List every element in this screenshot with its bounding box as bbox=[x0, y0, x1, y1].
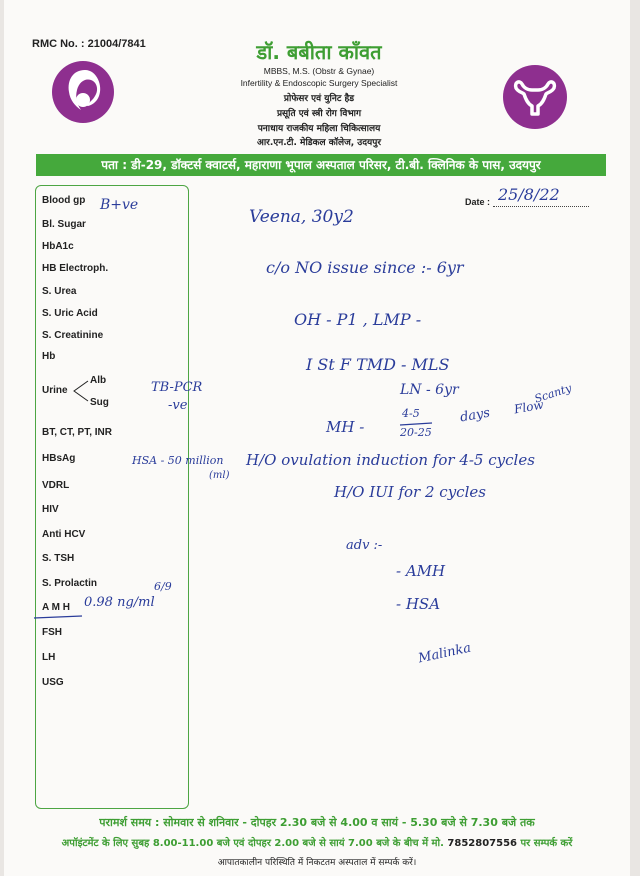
hw-advice-amh: - AMH bbox=[396, 562, 446, 580]
hw-amh-date: 6/9 bbox=[154, 580, 172, 593]
hw-days: days bbox=[458, 405, 492, 426]
hw-blood-group: B+ve bbox=[100, 197, 139, 213]
test-urine-sug: Sug bbox=[90, 397, 109, 408]
test-bl-sugar: Bl. Sugar bbox=[42, 219, 86, 230]
prescription-page bbox=[4, 0, 630, 876]
hw-ovulation-induction: H/O ovulation induction for 4-5 cycles bbox=[246, 451, 535, 469]
rmc-number: RMC No. : 21004/7841 bbox=[32, 38, 146, 50]
consult-label: परामर्श समय : bbox=[99, 816, 160, 829]
test-s-tsh: S. TSH bbox=[42, 553, 75, 564]
hw-obstetric-history: OH - P1 , LMP - bbox=[294, 310, 422, 329]
hw-scanty: Scanty bbox=[532, 381, 574, 406]
hw-signature: Malinka bbox=[417, 640, 473, 667]
pen-strokes bbox=[4, 0, 630, 876]
hw-complaint: c/o NO issue since :- 6yr bbox=[266, 258, 464, 277]
hw-advice: adv :- bbox=[346, 538, 383, 553]
test-s-creatinine: S. Creatinine bbox=[42, 330, 104, 341]
hw-advice-hsa: - HSA bbox=[396, 595, 441, 613]
doctor-name: डॉ. बबीता काँवत bbox=[256, 40, 382, 64]
doctor-specialty: Infertility & Endoscopic Surgery Specialist bbox=[240, 78, 398, 88]
test-amh: A M H bbox=[42, 602, 70, 613]
college-name: आर.एन.टी. मेडिकल कॉलेज, उदयपुर bbox=[256, 138, 382, 148]
test-s-urea: S. Urea bbox=[42, 286, 77, 297]
hw-date: 25/8/22 bbox=[498, 185, 560, 204]
test-usg: USG bbox=[42, 677, 64, 688]
hw-mh-numerator: 4-5 bbox=[402, 407, 420, 420]
test-fsh: FSH bbox=[42, 627, 62, 638]
hw-hsa: HSA - 50 million bbox=[132, 454, 224, 467]
test-vdrl: VDRL bbox=[42, 480, 70, 491]
hw-hsa-unit: (ml) bbox=[209, 470, 230, 481]
address-bar: पता : डी-29, डॉक्टर्स क्वाटर्स, महाराणा भूपाल अस्पताल परिसर, टी.बी. क्लिनिक के पास, उदयपुर bbox=[36, 154, 606, 176]
test-hiv: HIV bbox=[42, 504, 59, 515]
hw-iui: H/O IUI for 2 cycles bbox=[334, 483, 486, 501]
doctor-title: प्रोफेसर एवं युनिट हैड bbox=[283, 94, 355, 104]
contact-text: पर सम्पर्क करें bbox=[520, 838, 573, 849]
test-urine: Urine bbox=[42, 385, 68, 396]
test-hb: Hb bbox=[42, 351, 56, 362]
date-label: Date : bbox=[465, 197, 491, 207]
hw-mh-prefix: MH - bbox=[326, 418, 365, 436]
hw-tmd: I St F TMD - MLS bbox=[306, 355, 450, 374]
test-s-uric-acid: S. Uric Acid bbox=[42, 308, 98, 319]
hw-patient: Veena, 30y2 bbox=[249, 207, 354, 227]
test-hba1c: HbA1c bbox=[42, 241, 74, 252]
test-s-prolactin: S. Prolactin bbox=[42, 578, 98, 589]
consultation-time bbox=[4, 815, 630, 830]
department: प्रसूति एवं स्त्री रोग विभाग bbox=[276, 109, 362, 119]
hw-flow: Flow bbox=[513, 397, 545, 417]
hospital-name: पनाधाय राजकीय महिला चिकित्सालय bbox=[257, 124, 381, 134]
appointment-text: अपॉइंटमेंट के लिए सुबह 8.00-11.00 बजे एवं दोपहर 2.00 बजे से सायं 7.00 बजे के बीच में मो. bbox=[61, 838, 444, 849]
appointment-line bbox=[4, 835, 630, 849]
test-bt-ct-pt-inr: BT, CT, PT, INR bbox=[42, 427, 113, 438]
consult-time: सोमवार से शनिवार - दोपहर 2.30 बजे से 4.00 व सायं - 5.30 बजे से 7.30 बजे तक bbox=[163, 816, 535, 829]
hw-ln: LN - 6yr bbox=[400, 382, 459, 398]
hw-amh-value: 0.98 ng/ml bbox=[84, 595, 155, 610]
test-hb-electroph: HB Electroph. bbox=[42, 263, 109, 274]
phone-number: 7852807556 bbox=[447, 838, 518, 849]
emergency-note: आपातकालीन परिस्थिति में निकटतम अस्पताल में सम्पर्क करें। bbox=[217, 858, 417, 868]
test-blood-gp: Blood gp bbox=[42, 195, 86, 206]
date-line bbox=[493, 206, 589, 207]
hw-tb-result: -ve bbox=[168, 398, 188, 413]
hw-mh-denominator: 20-25 bbox=[400, 426, 432, 439]
test-hbsag: HBsAg bbox=[42, 453, 76, 464]
test-urine-alb: Alb bbox=[90, 375, 107, 386]
test-anti-hcv: Anti HCV bbox=[42, 529, 86, 540]
hw-tb-pcr: TB-PCR bbox=[151, 380, 203, 395]
doctor-degrees: MBBS, M.S. (Obstr & Gynae) bbox=[263, 66, 375, 76]
test-lh: LH bbox=[42, 652, 56, 663]
